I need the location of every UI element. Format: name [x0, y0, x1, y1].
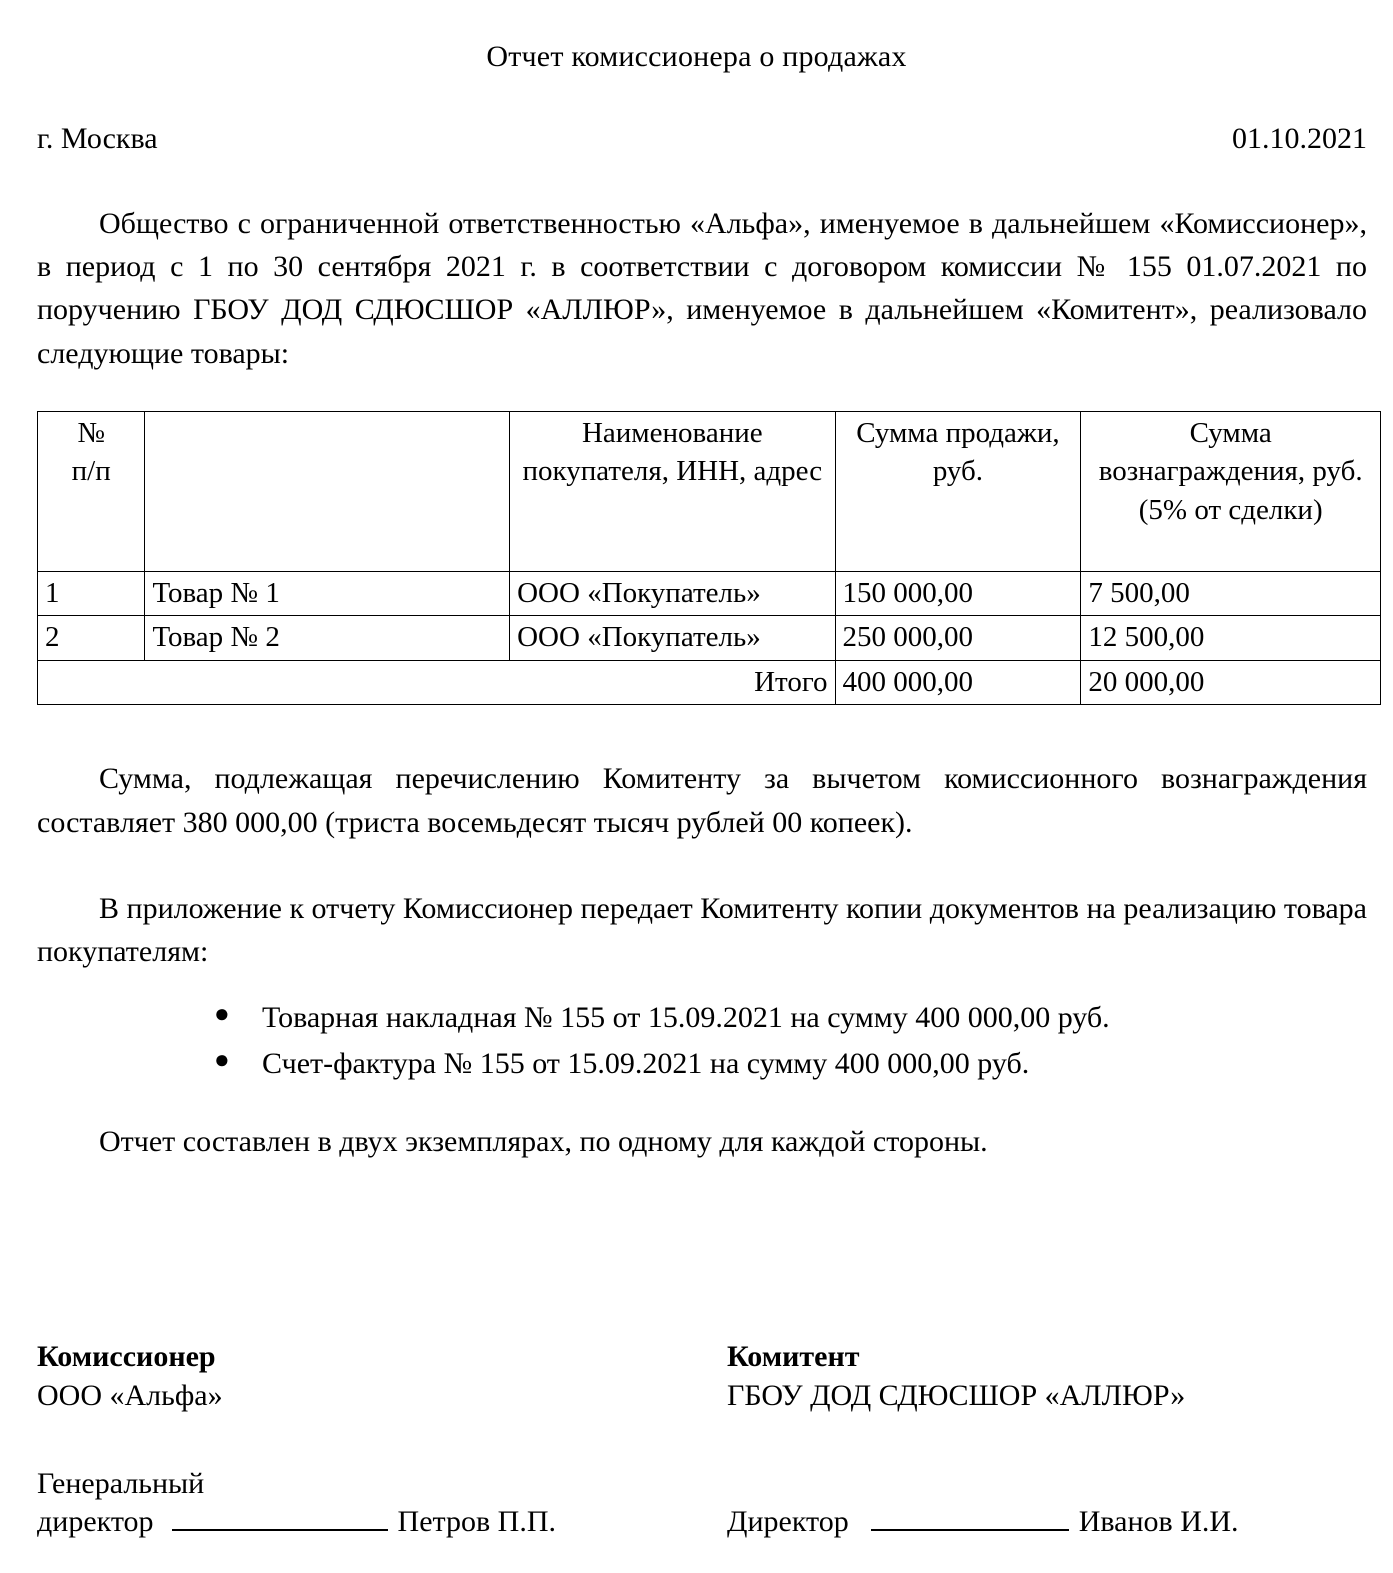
cell-number: 1	[38, 571, 145, 616]
cell-number: 2	[38, 616, 145, 661]
header-number-line2: п/п	[71, 455, 111, 488]
committent-name: Иванов И.И.	[1078, 1504, 1239, 1538]
commissioner-title-line1: Генеральный	[37, 1467, 205, 1500]
cell-sale-sum: 250 000,00	[835, 616, 1081, 661]
page-title: Отчет комиссионера о продажах	[486, 40, 907, 73]
document-date: 01.10.2021	[1232, 122, 1367, 155]
header-number-line1: №	[77, 416, 106, 449]
committent-title-line2: Директор	[727, 1504, 849, 1538]
header-cell-sale-sum: Сумма продажи, руб.	[835, 411, 1081, 571]
cell-sale-sum: 150 000,00	[835, 571, 1081, 616]
committent-signature-line[interactable]	[871, 1505, 1069, 1531]
commissioner-signature-line[interactable]	[172, 1505, 388, 1531]
cell-buyer: ООО «Покупатель»	[510, 616, 835, 661]
table-total-row	[38, 660, 1381, 705]
list-item	[214, 995, 1369, 1041]
header-cell-buyer: Наименование покупателя, ИНН, адрес	[510, 411, 835, 571]
commissioner-org: ООО «Альфа»	[37, 1379, 223, 1412]
table-row	[38, 616, 1381, 661]
goods-table	[37, 411, 1381, 706]
commissioner-role: Комиссионер	[37, 1340, 216, 1373]
cell-fee-sum: 12 500,00	[1081, 616, 1381, 661]
cell-buyer: ООО «Покупатель»	[510, 571, 835, 616]
committent-title-line1	[727, 1465, 1367, 1503]
cell-fee-sum: 7 500,00	[1081, 571, 1381, 616]
committent-org: ГБОУ ДОД СДЮСШОР «АЛЛЮР»	[727, 1379, 1186, 1412]
intro-paragraph: Общество с ограниченной ответственностью «Альфа», именуемое в дальнейшем «Комиссионер», в период с 1 по 30 сентября 2021 г. в соответствии с договором комиссии № 155 01.07.2021 по поручению ГБОУ ДОД СДЮСШОР «АЛЛЮР», именуемое в дальнейшем «Комитент», реализовало следующие товары:	[37, 207, 1367, 370]
bullet-icon: ●	[214, 1044, 230, 1074]
commissioner-title-line2: директор	[37, 1504, 154, 1538]
committent-role: Комитент	[727, 1340, 860, 1373]
list-item	[214, 1041, 1369, 1087]
commissioner-signature-area	[37, 1465, 727, 1541]
total-sale-sum: 400 000,00	[835, 660, 1081, 705]
attachments-list	[24, 995, 1369, 1086]
attachment-paragraph: В приложение к отчету Комиссионер передает Комитенту копии документов на реализацию товара покупателям:	[37, 891, 1367, 968]
place-date-line	[24, 124, 1369, 154]
total-fee-sum: 20 000,00	[1081, 660, 1381, 705]
cell-goods: Товар № 2	[145, 616, 510, 661]
signature-column-commissioner	[37, 1337, 727, 1415]
header-cell-goods	[145, 411, 510, 571]
table-row	[38, 571, 1381, 616]
bullet-icon: ●	[214, 999, 230, 1029]
commissioner-name: Петров П.П.	[397, 1504, 556, 1538]
copies-note: Отчет составлен в двух экземплярах, по одному для каждой стороны.	[99, 1125, 988, 1159]
transfer-paragraph: Сумма, подлежащая перечислению Комитенту за вычетом комиссионного вознаграждения составляет 380 000,00 (триста восемьдесят тысяч рублей 00 копеек).	[37, 762, 1367, 839]
header-cell-number	[38, 411, 145, 571]
place-text: г. Москва	[37, 122, 158, 155]
committent-signature-area	[727, 1465, 1367, 1541]
signature-column-committent	[727, 1337, 1367, 1415]
header-cell-fee-sum: Сумма вознаграждения, руб. (5% от сделки)	[1081, 411, 1381, 571]
signature-block	[37, 1337, 1369, 1541]
list-item-label: Товарная накладная № 155 от 15.09.2021 на сумму 400 000,00 руб.	[262, 1001, 1110, 1035]
cell-goods: Товар № 1	[145, 571, 510, 616]
table-header-row	[38, 411, 1381, 571]
total-label: Итого	[38, 660, 836, 705]
list-item-label: Счет-фактура № 155 от 15.09.2021 на сумму 400 000,00 руб.	[262, 1046, 1030, 1080]
